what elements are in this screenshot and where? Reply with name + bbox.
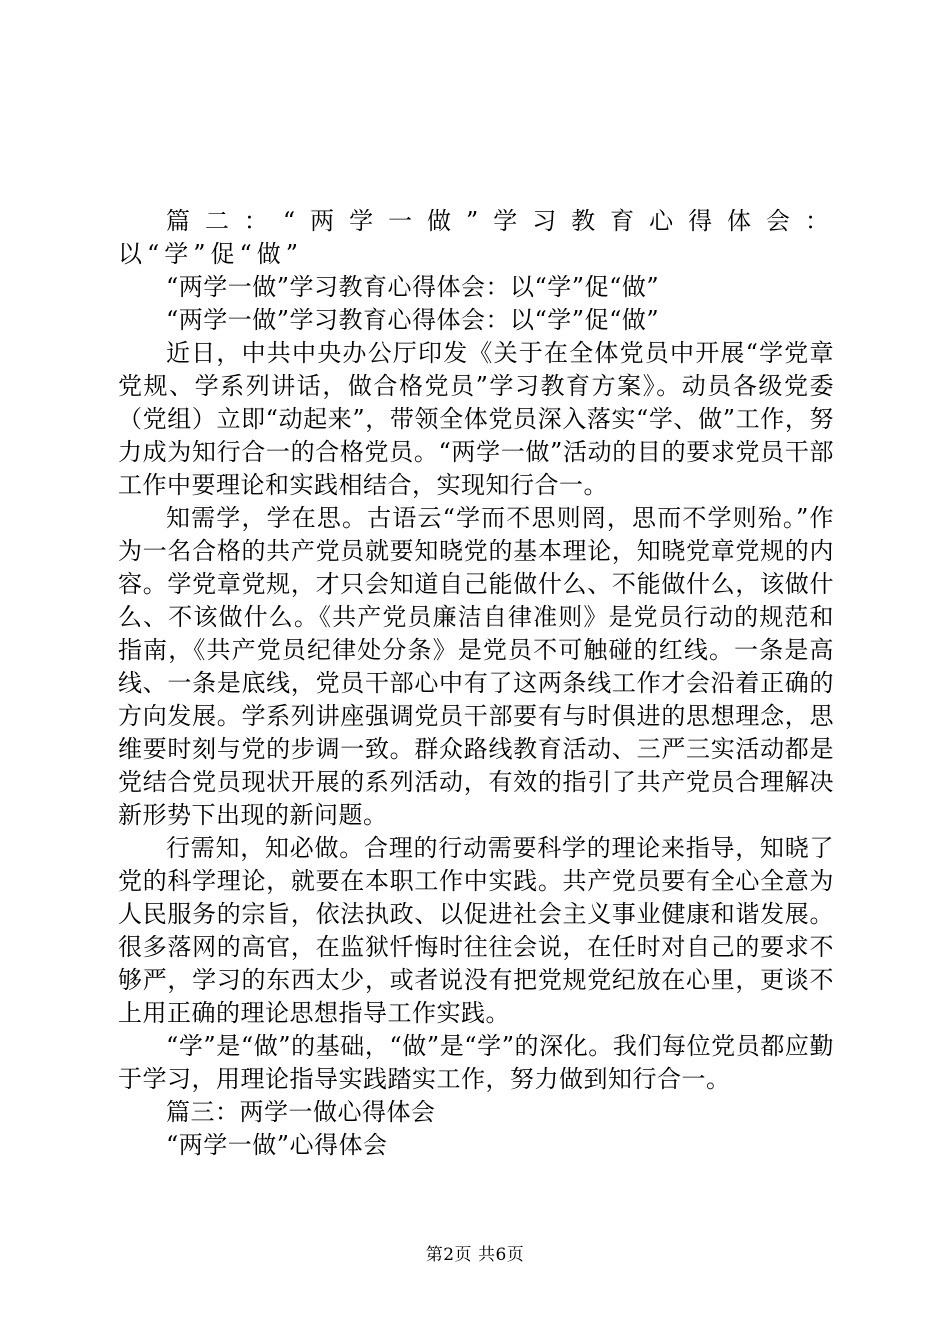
section-2-title: 篇二：“两学一做”学习教育心得体会：以“学”促“做” bbox=[118, 207, 834, 268]
paragraph-intro: 近日，中共中央办公厅印发《关于在全体党员中开展“学党章党规、学系列讲话，做合格党员”学习教育方案》。动员各级党委（党组）立即“动起来”，带领全体党员深入落实“学、做”工作，努力成为知行合一的合格党员。“两学一做”活动的目的要求党员干部工作中要理论和实践相结合，实现知行合一。 bbox=[118, 339, 834, 499]
section-2-subtitle-1: “两学一做”学习教育心得体会：以“学”促“做” bbox=[166, 273, 660, 301]
paragraph-conclusion: “学”是“做”的基础，“做”是“学”的深化。我们每位党员都应勤于学习，用理论指导实践踏实工作，努力做到知行合一。 bbox=[118, 1032, 834, 1093]
section-2-subtitle-2: “两学一做”学习教育心得体会：以“学”促“做” bbox=[166, 306, 660, 334]
paragraph-study: 知需学，学在思。古语云“学而不思则罔，思而不学则殆。”作为一名合格的共产党员就要知晓党的基本理论，知晓党章党规的内容。学党章党规，才只会知道自己能做什么、不能做什么，该做什么、不该做什么。《共产党员廉洁自律准则》是党员行动的规范和指南，《共产党员纪律处分条》是党员不可触碰的红线。一条是高线、一条是底线，党员干部心中有了这两条线工作才会沿着正确的方向发展。学系列讲座强调党员干部要有与时俱进的思想理念，思维要时刻与党的步调一致。群众路线教育活动、三严三实活动都是党结合党员现状开展的系列活动，有效的指引了共产党员合理解决新形势下出现的新问题。 bbox=[118, 504, 834, 829]
document-body bbox=[118, 205, 834, 1162]
section-3-title: 篇三：两学一做心得体会 bbox=[166, 1098, 436, 1126]
section-3-subtitle: “两学一做”心得体会 bbox=[166, 1131, 388, 1159]
page-number-footer: 第2页 共6页 bbox=[425, 1245, 525, 1265]
paragraph-practice: 行需知，知必做。合理的行动需要科学的理论来指导，知晓了党的科学理论，就要在本职工作中实践。共产党员要有全心全意为人民服务的宗旨，依法执政、以促进社会主义事业健康和谐发展。很多落网的高官，在监狱忏悔时往往会说，在任时对自己的要求不够严，学习的东西太少，或者说没有把党规党纪放在心里，更谈不上用正确的理论思想指导工作实践。 bbox=[118, 834, 834, 1027]
